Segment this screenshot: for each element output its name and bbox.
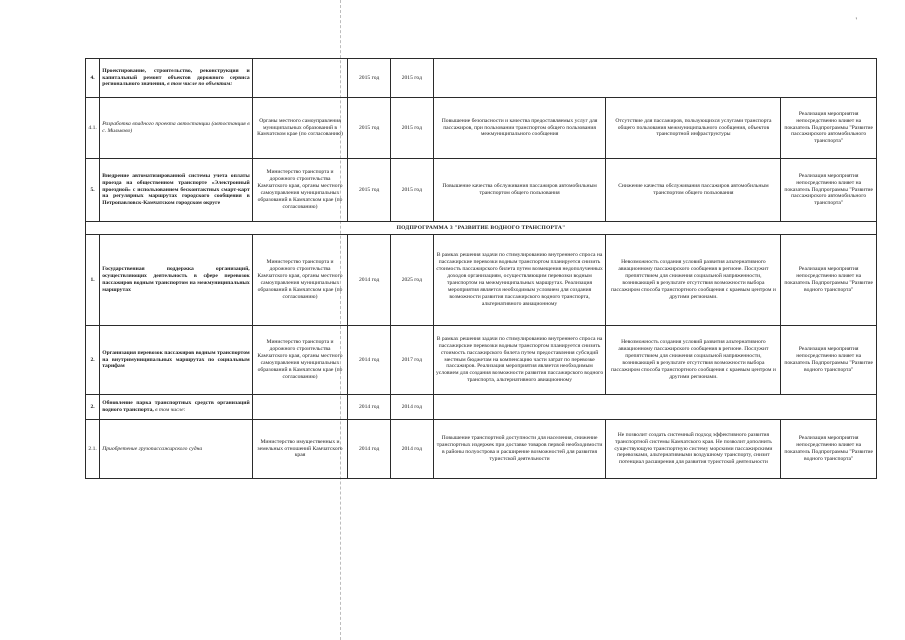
measure-name: Разработка впадного проекта автостанции (автостанция в с. Мильково) [100,98,253,159]
measure-name-main: Проектирование, строительство, реконструкция и капитальный ремонт объектов дорожного сервиса регионального значения, [102,67,250,88]
non-implementation-consequences: Снижение качества обслуживания пассажиров автомобильным транспортом общего пользования [606,159,781,222]
start-year: 2015 год [348,98,391,159]
executor-cell [252,395,348,420]
measure-name-suffix: в том числе: [153,407,186,413]
measure-name-suffix: в том числе по объектам: [165,81,233,88]
executor-cell: Министерство имущественных и земельных отношений Камчатского края [252,420,348,479]
end-year: 2017 год [390,326,433,395]
scan-mark: ' [855,16,857,25]
row-number: 2. [86,326,100,395]
indicator-link: Реализация мероприятия непосредственно влияет на показатель Подпрограммы "Развитие водного транспорта" [781,235,877,326]
start-year: 2014 год [348,395,391,420]
indicator-link: Реализация мероприятия непосредственно влияет на показатель Подпрограммы "Развитие водного транспорта" [781,326,877,395]
section-header-row [86,222,877,235]
table-row [86,98,877,159]
non-implementation-consequences: Отсутствие для пассажиров, пользующихся услугами транспорта общего пользования межмуниципального сообщения, объектов транспортной инфраструктуры [606,98,781,159]
start-year: 2014 год [348,235,391,326]
executor-cell [252,59,348,98]
row-number: 4. [86,59,100,98]
measure-name [100,395,253,420]
end-year: 2014 год [390,420,433,479]
non-implementation-consequences: Невозможность создания условий развития альтернативного авиационному пассажирского сообщения в регионе. Послужит препятствием для снижения социальной напряженности, возникающей в результате отсутствия возможности выбора пассажиром способа транспортного сообщения с краевым центром и другими регионами. [606,326,781,395]
measure-name: Приобретение грузопассажирского судна [100,420,253,479]
indicator-link: Реализация мероприятия непосредственно влияет на показатель Подпрограммы "Развитие пассажирского автомобильного транспорта" [781,159,877,222]
indicator-link: Реализация мероприятия непосредственно влияет на показатель Подпрограммы "Развитие водного транспорта" [781,420,877,479]
start-year: 2015 год [348,59,391,98]
row-number: 1. [86,235,100,326]
row-number: 2.1. [86,420,100,479]
measure-name: Государственная поддержка организаций, осуществляющих деятельность в сфере перевозок пассажиров водным транспортом на межмуниципальных маршрутах [100,235,253,326]
non-implementation-consequences: Невозможность создания условий развития альтернативного авиационному пассажирского сообщения в регионе. Послужит препятствием для снижения социальной напряженности, возникающей в результате отсутствия возможности выбора пассажиром способа транспортного сообщения с краевым центром и другими регионами. [606,235,781,326]
non-implementation-consequences: Не позволит создать системный подход эффективного развития транспортной системы Камчатского края. Не позволит дополнить существующую транспортную систему морскими пассажирскими перевозками, альтернативными воздушному транспорту, снизит потенциал расширения для развития туристской деятельности [606,420,781,479]
program-measures-table [85,58,877,479]
expected-result: В рамках решения задачи по стимулированию внутреннего спроса на пассажирские перевозки водным транспортом планируется снизить стоимость пассажирского билета путем предоставления субсидий местным бюджетам на компенсацию части затрат по перевозке пассажиров. Реализация мероприятия является необходимым условием для создания возможности развития пассажирского водного транспорта, альтернативного авиационному [433,326,606,395]
measure-name: Организация перевозок пассажиров водным транспортом на внутримуниципальных маршрутах по социальным тарифам [100,326,253,395]
row-number: 2. [86,395,100,420]
end-year: 2015 год [390,59,433,98]
expected-result: Повышение качества обслуживания пассажиров автомобильным транспортом общего пользования [433,159,606,222]
start-year: 2015 год [348,159,391,222]
measure-name-main: Обновление парка транспортных средств организаций водного транспорта, [102,400,250,413]
executor-cell: Министерство транспорта и дорожного строительства Камчатского края, органы местного самоуправления муниципальных образований в Камчатском крае (по согласованию) [252,159,348,222]
table-row [86,420,877,479]
empty-merged-cell [433,59,876,98]
end-year: 2015 год [390,159,433,222]
expected-result: Повышение безопасности и качества предоставляемых услуг для пассажиров, при пользовании транспортом общего пользования межмуниципального сообщения [433,98,606,159]
expected-result: Повышение транспортной доступности для населения, снижение транспортных издержек при доставке товаров первой необходимости в районы полуострова и расширение возможностей для развития туристской деятельности [433,420,606,479]
row-number: 5. [86,159,100,222]
end-year: 2014 год [390,395,433,420]
empty-merged-cell [433,395,876,420]
indicator-link: Реализация мероприятия непосредственно влияет на показатель Подпрограммы "Развитие пассажирского автомобильного транспорта" [781,98,877,159]
end-year: 2015 год [390,98,433,159]
row-number: 4.1. [86,98,100,159]
start-year: 2014 год [348,420,391,479]
table-row [86,395,877,420]
table-row [86,159,877,222]
expected-result: В рамках решения задачи по стимулированию внутреннего спроса на пассажирские перевозки водным транспортом планируется снизить стоимость пассажирского билета путем возмещения недополученных доходов организациям, осуществляющим перевозки водным транспортом на межмуниципальных маршрутах. Реализация мероприятия является необходимым условием для создания возможности развития пассажирского водного транспорта, альтернативного авиационному [433,235,606,326]
end-year: 2025 год [390,235,433,326]
table-row [86,59,877,98]
start-year: 2014 год [348,326,391,395]
subprogram-title: ПОДПРОГРАММА 3 "РАЗВИТИЕ ВОДНОГО ТРАНСПОРТА" [86,222,877,235]
measure-name: Внедрение автоматизированной системы учета оплаты проезда на общественном транспорте «Электронный проездной» с использованием бесконтактных смарт-карт на регулярных маршрутах городского сообщения в Петропавловск-Камчатском городском округе [100,159,253,222]
table-row [86,235,877,326]
executor-cell: Министерство транспорта и дорожного строительства Камчатского края, органы местного самоуправления муниципальных образований в Камчатском крае (по согласованию) [252,235,348,326]
measure-name [100,59,253,98]
executor-cell: Органы местного самоуправления муниципальных образований в Камчатском крае (по согласованию) [252,98,348,159]
executor-cell: Министерство транспорта и дорожного строительства Камчатского края, органы местного самоуправления муниципальных образований в Камчатском крае (по согласованию) [252,326,348,395]
table-row [86,326,877,395]
